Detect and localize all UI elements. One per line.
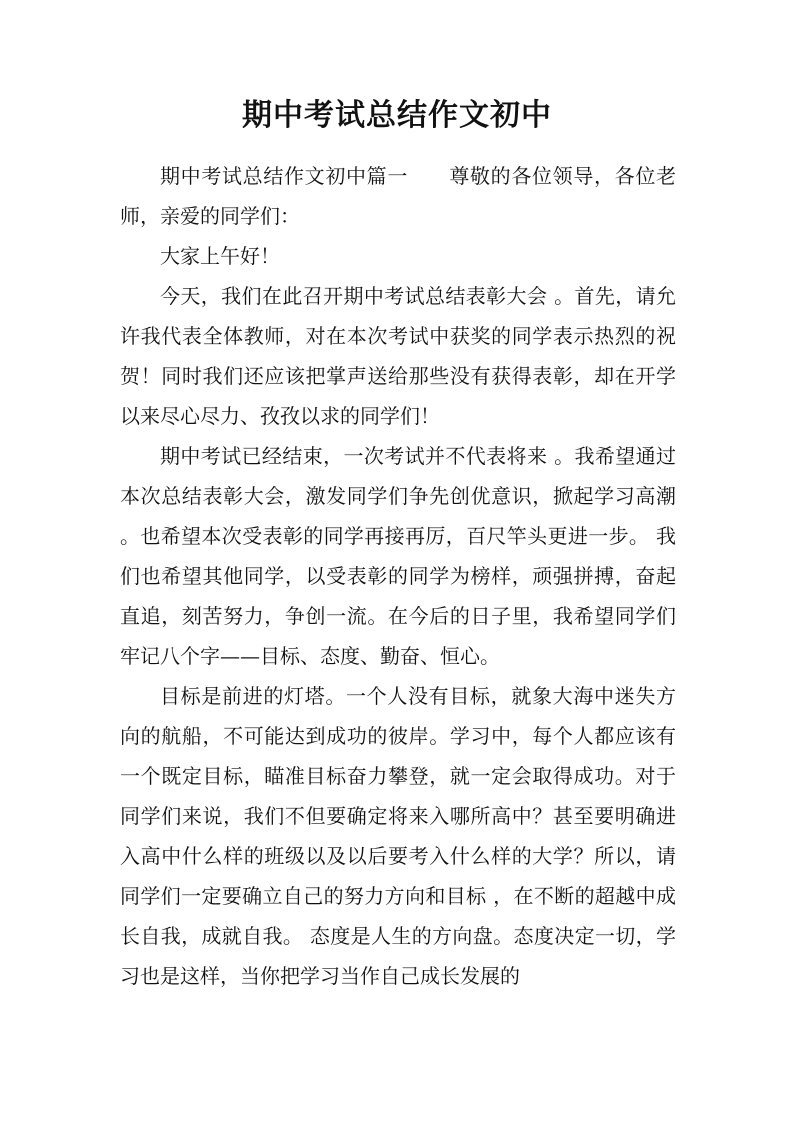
- document-title: 期中考试总结作文初中: [242, 98, 552, 133]
- paragraph-greeting: 期中考试总结作文初中篇一 尊敬的各位领导，各位老师，亲爱的同学们：: [120, 164, 676, 228]
- paragraph-expectations: 期中考试已经结束，一次考试并不代表将来 。我希望通过本次总结表彰大会，激发同学们争先创优意识，掀起学习高潮。也希望本次受表彰的同学再接再厉，百尺竿头更进一步。 我们也希望其他同学，以受表彰的同学为榜样，顽强拼搏，奋起直追，刻苦努力，争创一流。在今后的日子里，我希望同学们牢记八个字——目标、态度、勤奋、恒心。: [120, 444, 676, 668]
- document-body: [120, 156, 676, 996]
- paragraph-salutation: 大家上午好！: [160, 244, 280, 268]
- paragraph-congratulations: 今天，我们在此召开期中考试总结表彰大会 。首先，请允许我代表全体教师，对在本次考试中获奖的同学表示热烈的祝贺！同时我们还应该把掌声送给那些没有获得表彰，却在开学以来尽心尽力、孜孜以求的同学们！: [120, 284, 676, 428]
- paragraph-goals: 目标是前进的灯塔。一个人没有目标，就象大海中迷失方向的航船，不可能达到成功的彼岸。学习中，每个人都应该有一个既定目标，瞄准目标奋力攀登，就一定会取得成功。对于同学们来说，我们不但要确定将来入哪所高中？甚至要明确进入高中什么样的班级以及以后要考入什么样的大学？所以，请同学们一定要确立自己的努力方向和目标 ，在不断的超越中成长自我，成就自我。 态度是人生的方向盘。态度决定一切，学习也是这样，当你把学习当作自己成长发展的: [120, 684, 676, 988]
